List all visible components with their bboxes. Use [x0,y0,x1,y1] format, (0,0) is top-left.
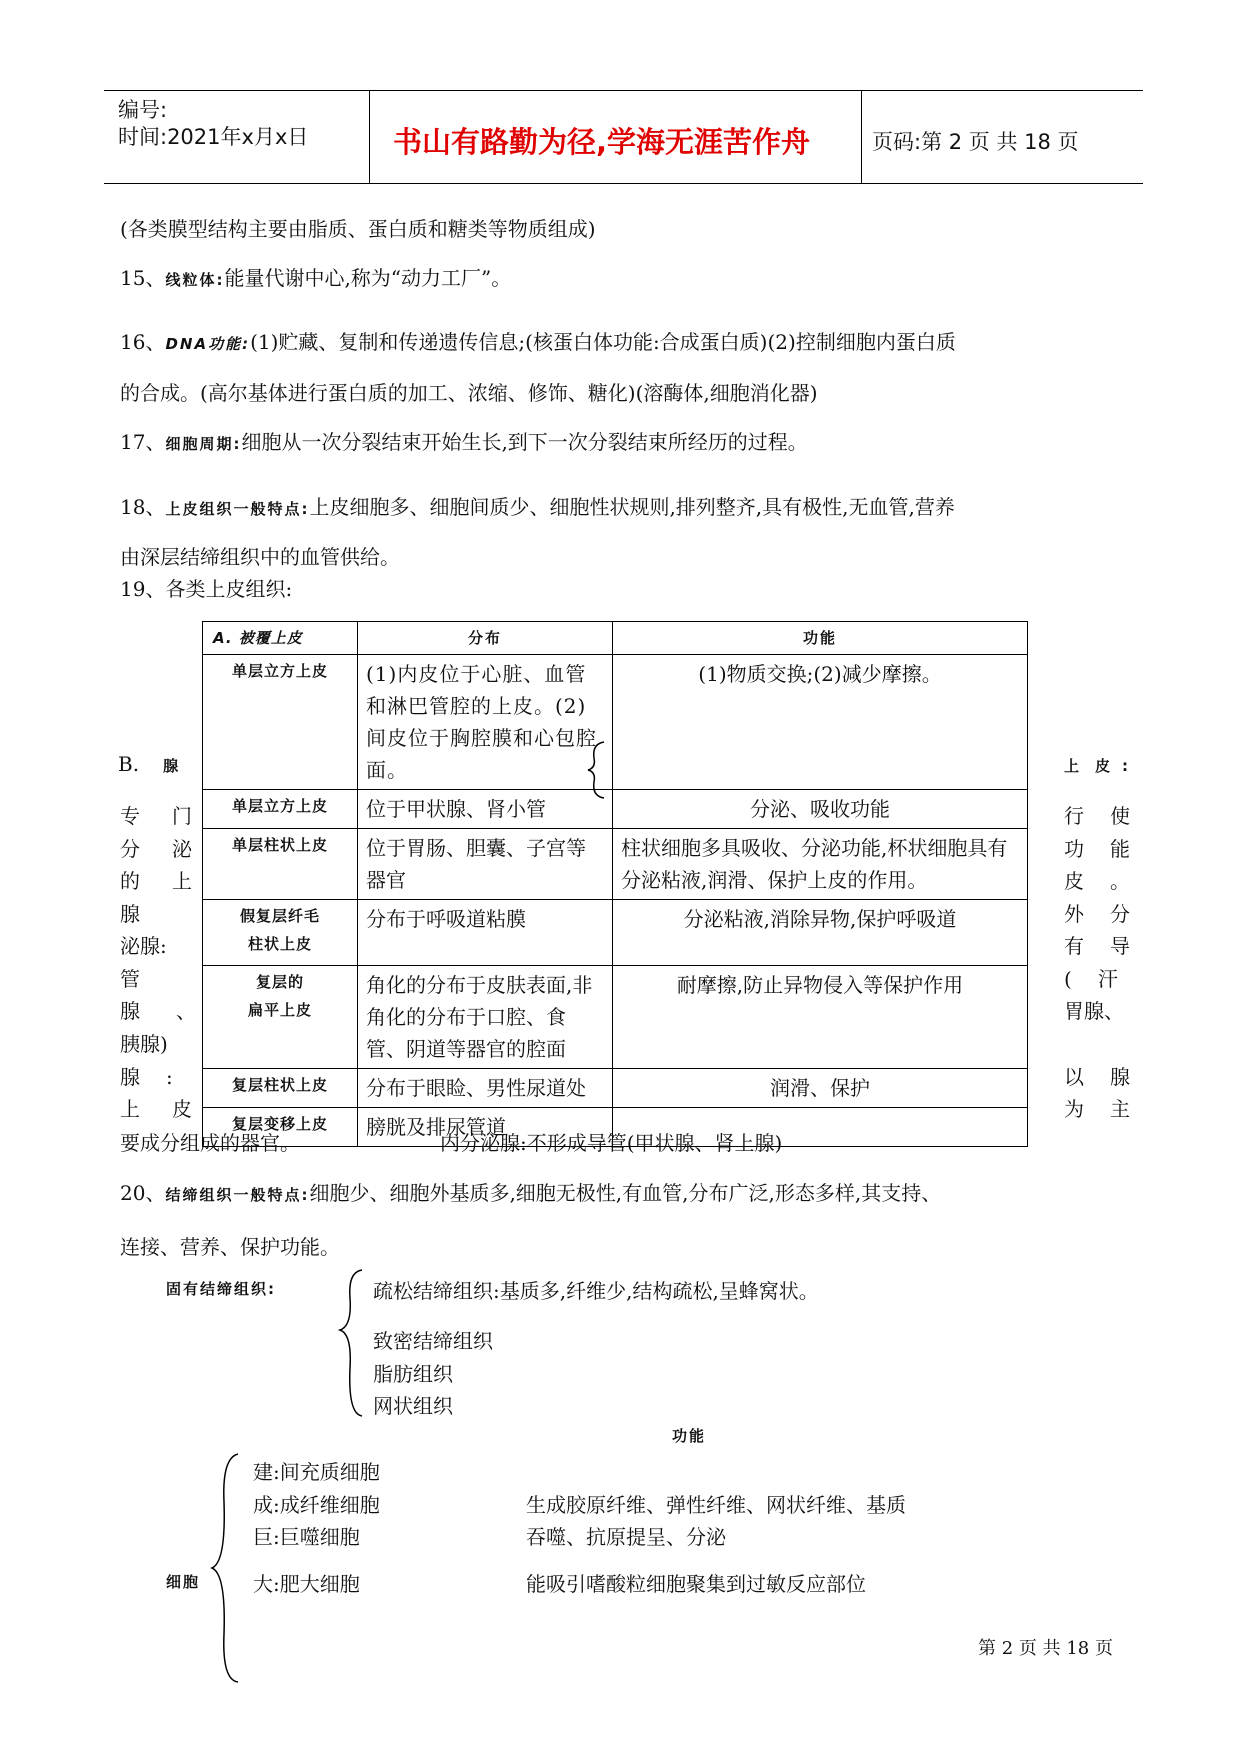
header-time: 时间:2021年x月x日 [118,125,309,149]
table-header-function: 功能 [613,622,1028,655]
item-19: 19、各类上皮组织: [120,577,293,601]
side-right-6: 有 导 [1064,934,1130,958]
side-left-10: 腺 : [120,1065,173,1089]
table-cell-dist: 膀胱及排尿管道 [358,1108,613,1147]
cell-row-func: 能吸引嗜酸粒细胞聚集到过敏反应部位 [526,1572,866,1596]
item-16-label: DNA功能: [165,335,251,353]
table-row [203,966,1028,1069]
after-table-left: 要成分组成的器官。 [120,1131,300,1155]
table-cell-dist: 分布于眼睑、男性尿道处 [358,1069,613,1108]
header-top-rule [104,90,1143,91]
side-right-10: 为 主 [1064,1097,1130,1121]
table-row [203,900,1028,966]
cells-func-header: 功能 [672,1427,707,1445]
header-motto: 书山有路勤为径,学海无涯苦作舟 [393,125,811,159]
table-cell-func: 润滑、保护 [613,1069,1028,1108]
epithelium-table [202,621,1028,1147]
side-right-1: 上 皮 : [1064,757,1131,775]
side-left-2: 专 门 [120,804,192,828]
table-cell-func: 耐摩擦,防止异物侵入等保护作用 [613,966,1028,1069]
item-15-label: 线粒体: [165,271,225,289]
side-right-8: 胃腺、 [1064,999,1124,1023]
side-left-6: 泌腺: [120,934,167,958]
table-cell-name: 单层立方上皮 [203,790,358,829]
item-16-line2: 的合成。(高尔基体进行蛋白质的加工、浓缩、修饰、糖化)(溶酶体,细胞消化器) [120,381,818,405]
header-divider-1 [369,90,370,183]
table-cell-func: 分泌、吸收功能 [613,790,1028,829]
table-row [203,655,1028,790]
cell-row-func: 吞噬、抗原提呈、分泌 [526,1525,726,1549]
connective-brace-icon [336,1268,366,1418]
table-cell-func: (1)物质交换;(2)减少摩擦。 [613,655,1028,790]
side-left-4: 的 上 [120,869,192,893]
item-20-text: 细胞少、细胞外基质多,细胞无极性,有血管,分布广泛,形态多样,其支持、 [309,1181,942,1205]
connective-label: 固有结缔组织: [166,1280,276,1298]
table-cell-name-line1: 复层的 [255,973,304,991]
side-right-2: 行 使 [1064,804,1130,828]
cell-row-func: 生成胶原纤维、弹性纤维、网状纤维、基质 [526,1493,906,1517]
cell-row-name: 大:肥大细胞 [253,1572,360,1596]
table-header-row [203,622,1028,655]
intro-line: (各类膜型结构主要由脂质、蛋白质和糖类等物质组成) [120,217,596,241]
item-17-text: 细胞从一次分裂结束开始生长,到下一次分裂结束所经历的过程。 [241,430,808,454]
table-cell-dist: 位于甲状腺、肾小管 [358,790,613,829]
table-cell-name: 单层立方上皮 [203,655,358,790]
table-cell-name: 单层柱状上皮 [203,829,358,900]
cells-brace-icon [208,1452,242,1684]
side-right-3: 功 能 [1064,837,1130,861]
table-cell-dist: 角化的分布于皮肤表面,非角化的分布于口腔、食管、阴道等器官的腔面 [358,966,613,1069]
footer-page: 第 2 页 共 18 页 [978,1638,1113,1659]
cell-row-name: 成:成纤维细胞 [253,1493,380,1517]
item-18-label: 上皮组织一般特点: [165,500,310,518]
table-cell-func: 分泌粘液,消除异物,保护呼吸道 [613,900,1028,966]
item-20-num: 20、 [120,1181,166,1205]
cells-label: 细胞 [166,1573,201,1591]
table-cell-name-line1: 假复层纤毛 [239,907,320,925]
table-cell-name [203,966,358,1069]
item-20-label: 结缔组织一般特点: [165,1186,310,1204]
table-row [203,829,1028,900]
after-table-right: 内分泌腺:不形成导管(甲状腺、肾上腺) [440,1131,783,1155]
item-20 [120,1177,941,1206]
side-left-11: 上 皮 [120,1097,192,1121]
item-17-label: 细胞周期: [165,435,242,453]
table-cell-dist: (1)内皮位于心脏、血管和淋巴管腔的上皮。(2)间皮位于胸腔膜和心包腔面。 [358,655,613,790]
header-divider-2 [861,90,862,183]
item-15-text: 能量代谢中心,称为“动力工厂”。 [224,266,512,290]
cell-row-name: 建:间充质细胞 [253,1460,380,1484]
item-17 [120,426,808,455]
side-right-9: 以 腺 [1064,1065,1130,1089]
table-header-distribution: 分布 [358,622,613,655]
item-16 [120,326,956,355]
item-18-text: 上皮细胞多、细胞间质少、细胞性状规则,排列整齐,具有极性,无血管,营养 [309,495,955,519]
table-brace-icon [584,740,610,800]
header-bottom-rule [104,183,1143,184]
item-18-num: 18、 [120,495,166,519]
side-left-8: 腺 、 [120,999,196,1023]
side-left-5: 腺 [120,902,140,926]
item-16-text: (1)贮藏、复制和传递遗传信息;(核蛋白体功能:合成蛋白质)(2)控制细胞内蛋白质 [250,330,956,354]
side-right-5: 外 分 [1064,902,1130,926]
item-17-num: 17、 [120,430,166,454]
item-18 [120,491,955,520]
connective-item: 致密结缔组织 [373,1329,493,1353]
side-left-7: 管 [120,967,140,991]
table-cell-name: 复层变移上皮 [203,1108,358,1147]
side-left-1: B. 腺 [118,752,181,776]
table-row [203,790,1028,829]
table-cell-dist: 位于胃肠、胆囊、子宫等器官 [358,829,613,900]
side-left-3: 分 泌 [120,837,192,861]
header-page-info: 页码:第 2 页 共 18 页 [872,130,1079,154]
table-cell-name [203,900,358,966]
table-cell-dist: 分布于呼吸道粘膜 [358,900,613,966]
item-16-num: 16、 [120,330,166,354]
table-cell-name: 复层柱状上皮 [203,1069,358,1108]
side-left-9: 胰腺) [120,1032,168,1056]
table-row [203,1069,1028,1108]
connective-item: 网状组织 [373,1394,453,1418]
side-right-4: 皮 。 [1064,869,1130,893]
table-cell-name-line2: 柱状上皮 [247,935,312,953]
connective-item: 脂肪组织 [373,1362,453,1386]
item-20-line2: 连接、营养、保护功能。 [120,1235,340,1259]
table-cell-func: 柱状细胞多具吸收、分泌功能,杯状细胞具有分泌粘液,润滑、保护上皮的作用。 [613,829,1028,900]
side-right-7: ( 汗 [1064,967,1118,991]
item-15-num: 15、 [120,266,166,290]
table-cell-name-line2: 扁平上皮 [247,1001,312,1019]
table-header-type: A. 被覆上皮 [203,622,358,655]
header-serial: 编号: [118,98,168,122]
cell-row-name: 巨:巨噬细胞 [253,1525,360,1549]
item-15 [120,262,511,291]
item-18-line2: 由深层结缔组织中的血管供给。 [120,545,400,569]
connective-item: 疏松结缔组织:基质多,纤维少,结构疏松,呈蜂窝状。 [373,1279,819,1303]
